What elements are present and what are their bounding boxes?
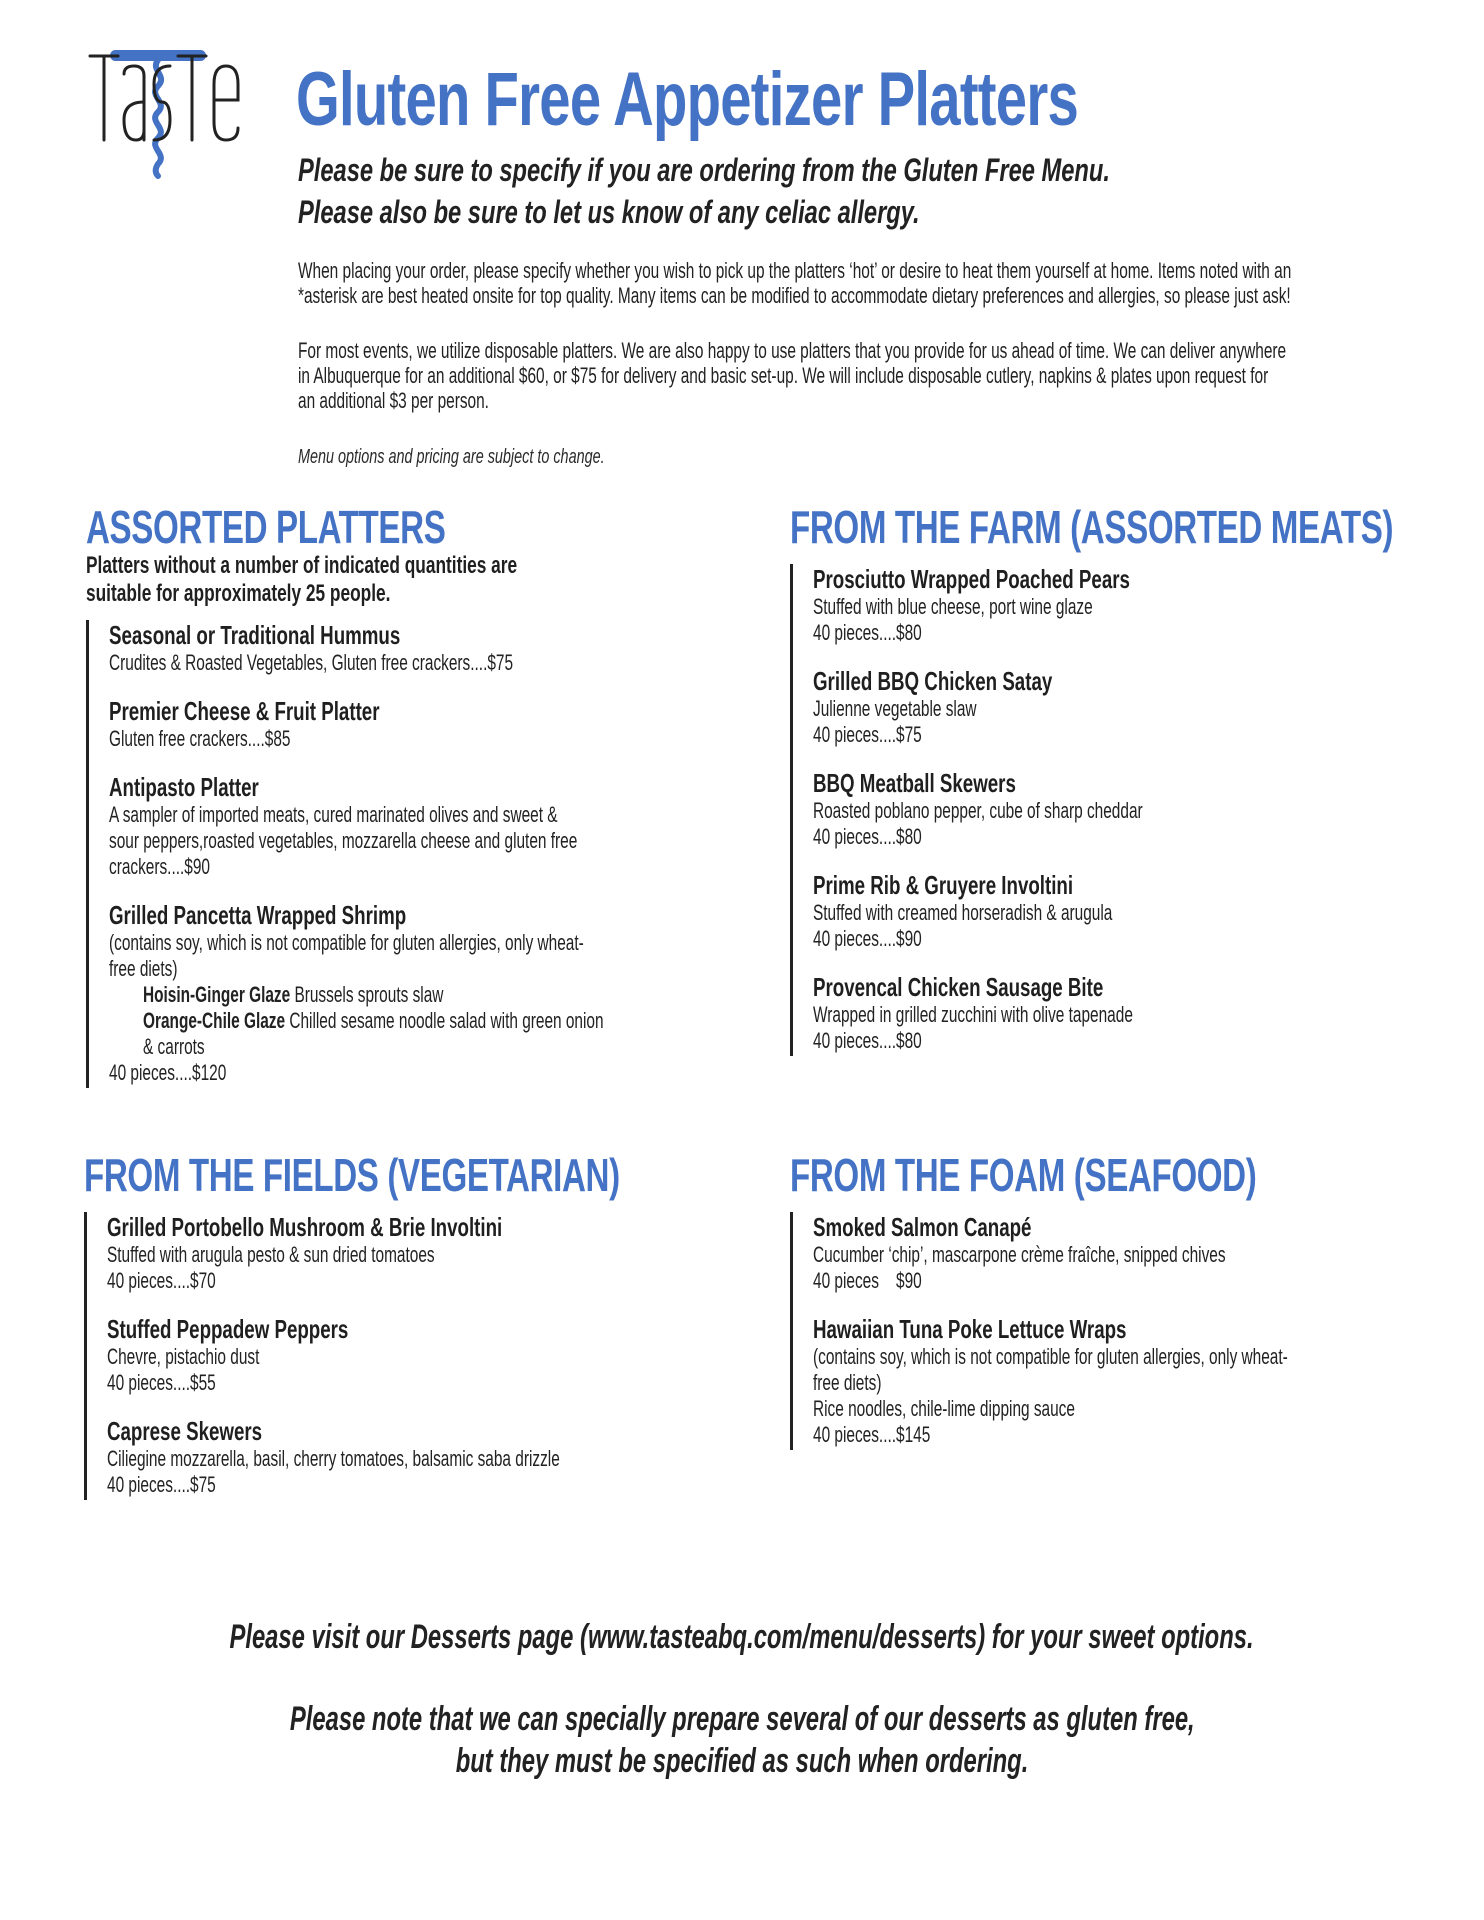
taste-logo	[88, 44, 218, 314]
menu-item-description: Ciliegine mozzarella, basil, cherry tomatoes, balsamic saba drizzle	[107, 1446, 560, 1471]
menu-item-price: 40 pieces....$80	[813, 620, 922, 645]
menu-item-name: BBQ Meatball Skewers	[813, 768, 1016, 798]
menu-item	[813, 1212, 1430, 1294]
menu-item-name: Prime Rib & Gruyere Involtini	[813, 870, 1074, 900]
menu-item-list	[790, 564, 1430, 1056]
menu-item-name: Hawaiian Tuna Poke Lettuce Wraps	[813, 1314, 1127, 1344]
menu-item-description: Wrapped in grilled zucchini with olive tapenade	[813, 1002, 1133, 1027]
menu-item-list	[84, 1212, 724, 1500]
menu-item	[813, 1314, 1430, 1448]
menu-item-name: Grilled BBQ Chicken Satay	[813, 666, 1053, 696]
menu-item	[813, 870, 1430, 952]
section-from-the-farm	[790, 500, 1430, 1056]
menu-item-price: crackers....$90	[109, 854, 210, 879]
allergy-note: free diets)	[109, 956, 178, 981]
menu-item	[107, 1212, 724, 1294]
menu-item-description: Gluten free crackers....$85	[109, 726, 291, 751]
menu-item	[109, 772, 726, 880]
allergy-note: (contains soy, which is not compatible for gluten allergies, only wheat-	[813, 1344, 1288, 1369]
menu-item-list	[86, 620, 726, 1088]
delivery-info-paragraph: For most events, we utilize disposable platters. We are also happy to use platters that you provide for us ahead of time. We can deliver anywhere in Albuquerque for an additional $60, or $75 for delivery and basic set-up. We will include disposable cutlery, napkins & plates upon request for an additional $3 per person.	[298, 338, 1287, 413]
section-assorted-platters	[86, 500, 726, 1088]
menu-item-name: Stuffed Peppadew Peppers	[107, 1314, 349, 1344]
menu-item-name: Prosciutto Wrapped Poached Pears	[813, 564, 1130, 594]
menu-item	[109, 900, 726, 1086]
menu-item-description: Julienne vegetable slaw	[813, 696, 977, 721]
menu-item-name: Provencal Chicken Sausage Bite	[813, 972, 1104, 1002]
menu-item-price: 40 pieces....$80	[813, 1028, 922, 1053]
menu-item-price: 40 pieces....$55	[107, 1370, 216, 1395]
menu-item-price: 40 pieces....$75	[107, 1472, 216, 1497]
menu-item-description: Stuffed with creamed horseradish & arugula	[813, 900, 1113, 925]
menu-item-price: 40 pieces....$75	[813, 722, 922, 747]
allergy-instruction: Please also be sure to let us know of any celiac allergy.	[298, 194, 920, 230]
menu-item	[813, 564, 1430, 646]
menu-item-price: 40 pieces....$120	[109, 1060, 227, 1085]
menu-item-description: Stuffed with arugula pesto & sun dried tomatoes	[107, 1242, 435, 1267]
section-title: FROM THE FIELDS (VEGETARIAN)	[84, 1149, 620, 1201]
order-instruction: Please be sure to specify if you are ordering from the Gluten Free Menu.	[298, 152, 1110, 188]
pricing-disclaimer: Menu options and pricing are subject to change.	[298, 446, 605, 468]
glaze-option: Hoisin-Ginger Glaze Brussels sprouts slaw	[143, 982, 444, 1007]
glaze-option: Orange-Chile Glaze Chilled sesame noodle salad with green onion	[143, 1008, 604, 1033]
menu-item-description: Stuffed with blue cheese, port wine glaze	[813, 594, 1093, 619]
allergy-note: free diets)	[813, 1370, 882, 1395]
menu-item-name: Premier Cheese & Fruit Platter	[109, 696, 380, 726]
menu-item-name: Seasonal or Traditional Hummus	[109, 620, 401, 650]
menu-item-name: Antipasto Platter	[109, 772, 259, 802]
section-from-the-foam	[790, 1148, 1430, 1450]
section-from-the-fields	[84, 1148, 724, 1500]
desserts-page-note: Please visit our Desserts page (www.tasteabq.com/menu/desserts) for your sweet options.	[229, 1618, 1255, 1656]
menu-item-description: Rice noodles, chile-lime dipping sauce	[813, 1396, 1075, 1421]
glaze-option-continued: & carrots	[143, 1034, 205, 1059]
section-title: ASSORTED PLATTERS	[86, 501, 446, 553]
menu-item-price: 40 pieces....$80	[813, 824, 922, 849]
menu-item	[813, 972, 1430, 1054]
menu-item-description: Roasted poblano pepper, cube of sharp cheddar	[813, 798, 1143, 823]
section-note: Platters without a number of indicated quantities are suitable for approximately 25 people.	[86, 552, 518, 607]
menu-item-description: Cucumber ‘chip’, mascarpone crème fraîche, snipped chives	[813, 1242, 1226, 1267]
allergy-note: (contains soy, which is not compatible for gluten allergies, only wheat-	[109, 930, 584, 955]
menu-item	[109, 696, 726, 752]
menu-item-price: 40 pieces....$145	[813, 1422, 931, 1447]
menu-item-price: 40 pieces....$90	[813, 926, 922, 951]
menu-item-description: Chevre, pistachio dust	[107, 1344, 260, 1369]
menu-item	[109, 620, 726, 676]
menu-item-price: 40 pieces....$70	[107, 1268, 216, 1293]
menu-item-description: Crudites & Roasted Vegetables, Gluten free crackers....$75	[109, 650, 514, 675]
menu-item-name: Grilled Portobello Mushroom & Brie Involtini	[107, 1212, 503, 1242]
section-title: FROM THE FARM (ASSORTED MEATS)	[790, 501, 1394, 553]
section-title: FROM THE FOAM (SEAFOOD)	[790, 1149, 1257, 1201]
page-title: Gluten Free Appetizer Platters	[296, 57, 1079, 142]
menu-item-description: A sampler of imported meats, cured marinated olives and sweet &	[109, 802, 558, 827]
gluten-free-dessert-note-continued: but they must be specified as such when ordering.	[455, 1742, 1029, 1780]
menu-item	[813, 666, 1430, 748]
menu-item	[107, 1416, 724, 1498]
menu-item	[813, 768, 1430, 850]
taste-wordmark	[88, 44, 248, 144]
gluten-free-dessert-note: Please note that we can specially prepare several of our desserts as gluten free,	[289, 1700, 1195, 1738]
menu-item-name: Smoked Salmon Canapé	[813, 1212, 1032, 1242]
menu-item-list	[790, 1212, 1430, 1450]
pickup-info-paragraph: When placing your order, please specify whether you wish to pick up the platters ‘hot’ or desire to heat them yourself at home. Items noted with an *asterisk are best heated onsite for top quality. Many items can be modified to accommodate dietary preferences and allergies, so please just ask!	[298, 258, 1292, 308]
menu-item	[107, 1314, 724, 1396]
menu-item-price: 40 pieces $90	[813, 1268, 922, 1293]
menu-item-description: sour peppers,roasted vegetables, mozzarella cheese and gluten free	[109, 828, 578, 853]
menu-item-name: Grilled Pancetta Wrapped Shrimp	[109, 900, 407, 930]
menu-item-name: Caprese Skewers	[107, 1416, 263, 1446]
